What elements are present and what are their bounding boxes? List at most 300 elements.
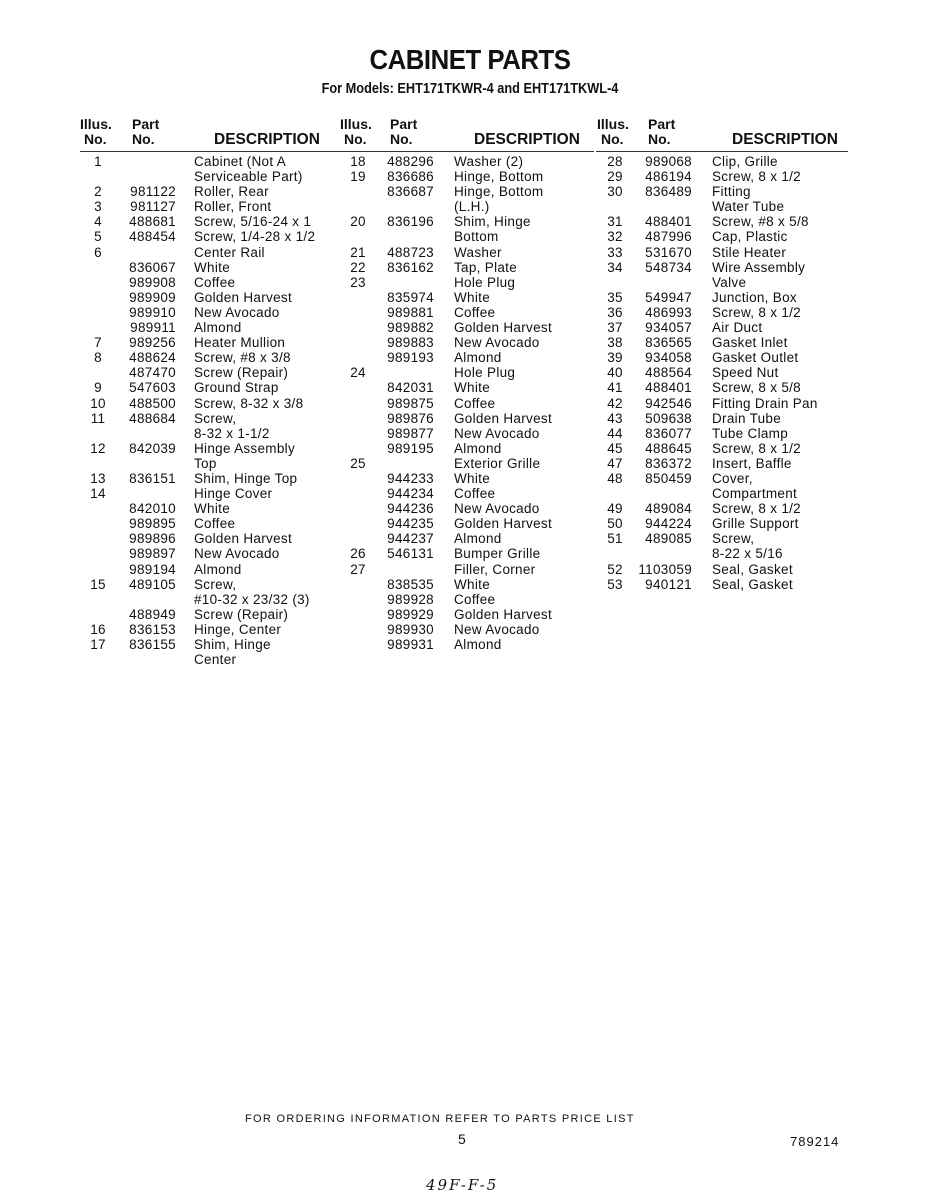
table-row: [596, 169, 848, 184]
part-number: 488564: [645, 365, 692, 381]
part-number: 989896: [129, 531, 176, 547]
table-row: [338, 154, 594, 169]
part-number: 989194: [129, 561, 176, 577]
part-number: 488401: [645, 214, 692, 230]
part-number: 989883: [387, 335, 434, 351]
part-number: 836153: [129, 621, 176, 637]
table-row: [596, 456, 848, 471]
illus-number: 34: [607, 259, 623, 275]
part-description: Water Tube: [712, 199, 785, 215]
illus-number: 23: [350, 274, 366, 290]
table-row: [80, 546, 344, 561]
illus-number: 21: [350, 244, 366, 260]
part-number: 836687: [387, 184, 434, 200]
part-description: Junction, Box: [712, 289, 797, 305]
part-description: Clip, Grille: [712, 154, 778, 169]
part-description: White: [194, 501, 231, 517]
part-number: 488401: [645, 380, 692, 396]
part-description: Almond: [194, 320, 242, 336]
part-description: Exterior Grille: [454, 455, 541, 471]
part-description: New Avocado: [454, 425, 540, 441]
part-number: 836067: [129, 259, 176, 275]
table-row: [596, 426, 848, 441]
part-number: 940121: [645, 576, 692, 592]
part-description: New Avocado: [454, 621, 540, 637]
part-number: 989911: [130, 320, 176, 336]
table-row: [80, 531, 344, 546]
illus-number: 24: [350, 365, 366, 381]
part-number: 531670: [645, 244, 692, 260]
part-description: Coffee: [454, 304, 496, 320]
table-row: [80, 396, 344, 411]
part-number: 1103059: [638, 561, 692, 577]
part-number: 836151: [129, 470, 176, 486]
table-row: [596, 396, 848, 411]
illus-number: 42: [607, 395, 623, 411]
illus-number: 1: [94, 154, 102, 169]
part-number: 989877: [387, 425, 434, 441]
illus-number: 50: [607, 516, 623, 532]
description-header: DESCRIPTION: [474, 131, 580, 148]
part-number: 944234: [387, 486, 434, 502]
part-description: New Avocado: [194, 304, 280, 320]
illus-number: 52: [607, 561, 623, 577]
part-description: Center Rail: [194, 244, 265, 260]
part-number: 488645: [645, 440, 692, 456]
part-number: 836686: [387, 169, 434, 185]
part-number: 944233: [387, 470, 434, 486]
part-description: 8-32 x 1-1/2: [194, 425, 270, 441]
table-row: [80, 486, 344, 501]
part-description: Tube Clamp: [712, 425, 789, 441]
table-row: [338, 350, 594, 365]
part-description: Hole Plug: [454, 365, 516, 381]
table-row: [596, 305, 848, 320]
part-description: Coffee: [194, 274, 236, 290]
table-row: [80, 365, 344, 380]
table-row: [80, 169, 344, 184]
illus-number: 45: [607, 440, 623, 456]
handwritten-note: 49F-F-5: [426, 1176, 499, 1194]
illus-number: 14: [90, 486, 106, 502]
table-row: [80, 154, 344, 169]
illus-no-header: No.: [84, 131, 107, 147]
table-row: [80, 305, 344, 320]
illus-number: 31: [607, 214, 623, 230]
illus-number: 32: [607, 229, 623, 245]
part-number: 509638: [645, 410, 692, 426]
illus-number: 4: [94, 214, 102, 230]
part-number: 989909: [129, 289, 176, 305]
table-row: [596, 335, 848, 350]
part-number: 842010: [129, 501, 176, 517]
part-description: Fitting: [712, 184, 751, 200]
table-row: [338, 471, 594, 486]
table-row: [80, 290, 344, 305]
part-description: Serviceable Part): [194, 169, 303, 185]
ordering-footer: FOR ORDERING INFORMATION REFER TO PARTS PRICE LIST: [245, 1113, 635, 1125]
part-description: Coffee: [454, 395, 496, 411]
part-description: Golden Harvest: [454, 606, 552, 622]
part-number: 989928: [387, 591, 434, 607]
table-row: [596, 290, 848, 305]
illus-number: 16: [90, 621, 106, 637]
illus-number: 9: [94, 380, 102, 396]
part-description: Coffee: [194, 516, 236, 532]
table-row: [596, 184, 848, 199]
table-row: [80, 456, 344, 471]
table-row: [596, 380, 848, 395]
part-number: 489105: [129, 576, 176, 592]
part-header: Part: [390, 116, 418, 132]
part-description: Screw, #8 x 5/8: [712, 214, 809, 230]
models-subtitle: For Models: EHT171TKWR-4 and EHT171TKWL-4: [321, 80, 619, 97]
table-row: [338, 229, 594, 244]
part-description: Screw, 8 x 1/2: [712, 304, 801, 320]
table-row: [80, 607, 344, 622]
table-row: [80, 622, 344, 637]
part-description: Almond: [194, 561, 242, 577]
part-number: 547603: [129, 380, 176, 396]
table-row: [338, 562, 594, 577]
part-description: Top: [194, 455, 217, 471]
illus-header: Illus.: [597, 116, 629, 132]
part-description: Golden Harvest: [454, 410, 552, 426]
part-number: 486993: [645, 304, 692, 320]
table-row: [80, 260, 344, 275]
table-row: [596, 577, 848, 592]
part-description: #10-32 x 23/32 (3): [194, 591, 310, 607]
table-row: [80, 184, 344, 199]
part-number: 989930: [387, 621, 434, 637]
table-row: [596, 411, 848, 426]
part-number: 944224: [645, 516, 692, 532]
illus-header: Illus.: [80, 116, 112, 132]
part-number: 934058: [645, 350, 692, 366]
table-row: [80, 229, 344, 244]
table-row: [338, 456, 594, 471]
part-number: 942546: [645, 395, 692, 411]
part-description: Fitting Drain Pan: [712, 395, 818, 411]
table-row: [596, 199, 848, 214]
part-number: 842039: [129, 440, 176, 456]
table-row: [80, 592, 344, 607]
part-description: Golden Harvest: [454, 516, 552, 532]
part-number: 989908: [129, 274, 176, 290]
table-row: [80, 350, 344, 365]
part-description: Tap, Plate: [454, 259, 518, 275]
table-row: [338, 199, 594, 214]
part-number: 850459: [645, 470, 692, 486]
part-description: Roller, Front: [194, 199, 272, 215]
illus-number: 20: [350, 214, 366, 230]
table-row: [80, 516, 344, 531]
table-row: [596, 214, 848, 229]
part-description: Screw,: [712, 531, 755, 547]
part-number: 944237: [387, 531, 434, 547]
table-row: [338, 184, 594, 199]
table-row: [80, 637, 344, 652]
illus-no-header: No.: [344, 131, 367, 147]
table-row: [338, 637, 594, 652]
table-row: [596, 350, 848, 365]
part-description: Coffee: [454, 486, 496, 502]
part-number: 989068: [645, 154, 692, 169]
table-row: [80, 245, 344, 260]
parts-column-3: [596, 116, 848, 592]
part-description: Stile Heater: [712, 244, 787, 260]
part-description: White: [454, 380, 491, 396]
table-row: [338, 607, 594, 622]
part-number: 487470: [129, 365, 176, 381]
part-description: Screw,: [194, 576, 237, 592]
part-description: White: [454, 470, 491, 486]
part-description: Hinge, Bottom: [454, 169, 544, 185]
part-description: Almond: [454, 350, 502, 366]
table-row: [338, 335, 594, 350]
part-description: Screw,: [194, 410, 237, 426]
part-description: Shim, Hinge: [194, 637, 271, 652]
illus-number: 15: [90, 576, 106, 592]
table-row: [80, 335, 344, 350]
illus-number: 38: [607, 335, 623, 351]
table-row: [80, 380, 344, 395]
table-row: [596, 546, 848, 561]
table-row: [80, 411, 344, 426]
part-number: 835974: [387, 289, 434, 305]
column-header: [596, 116, 848, 152]
table-row: [596, 531, 848, 546]
page-number: 5: [458, 1131, 466, 1147]
illus-number: 39: [607, 350, 623, 366]
table-row: [596, 245, 848, 260]
part-description: Washer (2): [454, 154, 524, 169]
table-row: [596, 275, 848, 290]
table-row: [338, 592, 594, 607]
table-row: [338, 290, 594, 305]
illus-number: 35: [607, 289, 623, 305]
part-description: Filler, Corner: [454, 561, 536, 577]
table-row: [338, 516, 594, 531]
table-row: [80, 320, 344, 335]
table-row: [80, 501, 344, 516]
parts-column-1: [80, 116, 344, 667]
table-row: [596, 441, 848, 456]
part-description: Speed Nut: [712, 365, 779, 381]
table-row: [80, 214, 344, 229]
illus-number: 43: [607, 410, 623, 426]
part-description: (L.H.): [454, 199, 490, 215]
part-number: 989882: [387, 320, 434, 336]
table-row: [596, 516, 848, 531]
illus-number: 44: [607, 425, 623, 441]
table-row: [80, 577, 344, 592]
part-description: Ground Strap: [194, 380, 279, 396]
table-row: [80, 471, 344, 486]
illus-number: 2: [94, 184, 102, 200]
illus-number: 5: [94, 229, 102, 245]
part-number: 488681: [129, 214, 176, 230]
part-description: Cabinet (Not A: [194, 154, 286, 169]
part-description: Almond: [454, 531, 502, 547]
part-description: Grille Support: [712, 516, 799, 532]
table-row: [338, 396, 594, 411]
illus-number: 19: [350, 169, 366, 185]
part-number: 989193: [387, 350, 434, 366]
part-description: Bottom: [454, 229, 499, 245]
part-number: 842031: [387, 380, 434, 396]
part-description: New Avocado: [454, 335, 540, 351]
part-description: Drain Tube: [712, 410, 782, 426]
part-description: Golden Harvest: [194, 531, 292, 547]
illus-number: 3: [94, 199, 102, 215]
part-description: Screw, 8-32 x 3/8: [194, 395, 304, 411]
column-header: [338, 116, 594, 152]
illus-number: 13: [90, 470, 106, 486]
part-description: Screw, 8 x 5/8: [712, 380, 801, 396]
table-row: [80, 199, 344, 214]
part-description: Seal, Gasket: [712, 576, 793, 592]
part-description: Hinge Assembly: [194, 440, 295, 456]
illus-number: 30: [607, 184, 623, 200]
part-description: Hinge, Center: [194, 621, 282, 637]
part-number: 488624: [129, 350, 176, 366]
illus-number: 10: [90, 395, 106, 411]
part-number: 488454: [129, 229, 176, 245]
part-number: 836077: [645, 425, 692, 441]
part-number: 989897: [129, 546, 176, 562]
illus-number: 49: [607, 501, 623, 517]
part-number: 989895: [129, 516, 176, 532]
part-number: 989881: [387, 304, 434, 320]
illus-number: 40: [607, 365, 623, 381]
table-row: [338, 622, 594, 637]
part-number: 489085: [645, 531, 692, 547]
part-description: Insert, Baffle: [712, 455, 792, 471]
part-description: Screw, #8 x 3/8: [194, 350, 291, 366]
part-description: Coffee: [454, 591, 496, 607]
part-description: Wire Assembly: [712, 259, 806, 275]
description-header: DESCRIPTION: [214, 131, 320, 148]
part-description: Hinge Cover: [194, 486, 273, 502]
table-row: [338, 214, 594, 229]
part-number: 981127: [130, 199, 176, 215]
part-description: White: [194, 259, 231, 275]
part-description: White: [454, 289, 491, 305]
illus-number: 37: [607, 320, 623, 336]
part-description: Screw, 8 x 1/2: [712, 169, 801, 185]
part-number: 487996: [645, 229, 692, 245]
table-row: [338, 577, 594, 592]
table-row: [338, 365, 594, 380]
illus-header: Illus.: [340, 116, 372, 132]
part-number: 488296: [387, 154, 434, 169]
part-description: Almond: [454, 637, 502, 652]
illus-number: 36: [607, 304, 623, 320]
illus-number: 6: [94, 244, 102, 260]
table-row: [338, 169, 594, 184]
part-description: 8-22 x 5/16: [712, 546, 783, 562]
table-row: [338, 245, 594, 260]
part-description: Center: [194, 652, 237, 668]
part-number: 838535: [387, 576, 434, 592]
illus-number: 25: [350, 455, 366, 471]
table-row: [338, 486, 594, 501]
illus-number: 8: [94, 350, 102, 366]
illus-number: 51: [607, 531, 623, 547]
part-number: 488949: [129, 606, 176, 622]
part-description: Screw, 1/4-28 x 1/2: [194, 229, 316, 245]
table-row: [596, 471, 848, 486]
part-number: 486194: [645, 169, 692, 185]
part-description: Shim, Hinge: [454, 214, 531, 230]
illus-number: 28: [607, 154, 623, 169]
part-description: Shim, Hinge Top: [194, 470, 298, 486]
part-number: 989876: [387, 410, 434, 426]
page-title: CABINET PARTS: [369, 44, 571, 75]
part-number: 981122: [130, 184, 176, 200]
part-description: Washer: [454, 244, 502, 260]
part-number: 934057: [645, 320, 692, 336]
table-row: [338, 380, 594, 395]
parts-column-2: [338, 116, 594, 652]
part-number: 836162: [387, 259, 434, 275]
part-description: Valve: [712, 274, 747, 290]
table-row: [338, 320, 594, 335]
illus-number: 7: [94, 335, 102, 351]
part-description: Air Duct: [712, 320, 763, 336]
part-description: White: [454, 576, 491, 592]
table-row: [338, 411, 594, 426]
part-description: Heater Mullion: [194, 335, 286, 351]
part-number: 489084: [645, 501, 692, 517]
column-header: [80, 116, 344, 152]
illus-number: 29: [607, 169, 623, 185]
part-description: Bumper Grille: [454, 546, 541, 562]
table-row: [338, 426, 594, 441]
illus-number: 18: [350, 154, 366, 169]
illus-number: 53: [607, 576, 623, 592]
table-row: [338, 260, 594, 275]
table-row: [338, 275, 594, 290]
table-row: [596, 365, 848, 380]
table-row: [80, 426, 344, 441]
part-description: Golden Harvest: [454, 320, 552, 336]
part-description: Screw, 8 x 1/2: [712, 501, 801, 517]
illus-number: 27: [350, 561, 366, 577]
part-number: 836196: [387, 214, 434, 230]
illus-number: 12: [90, 440, 106, 456]
part-number: 989929: [387, 606, 434, 622]
illus-number: 48: [607, 470, 623, 486]
illus-number: 22: [350, 259, 366, 275]
part-description: Screw (Repair): [194, 365, 289, 381]
part-description: Almond: [454, 440, 502, 456]
part-description: Cap, Plastic: [712, 229, 788, 245]
part-description: Screw, 8 x 1/2: [712, 440, 801, 456]
illus-number: 41: [607, 380, 623, 396]
table-row: [596, 320, 848, 335]
part-number: 546131: [387, 546, 434, 562]
table-row: [338, 501, 594, 516]
table-row: [596, 229, 848, 244]
table-row: [338, 546, 594, 561]
part-no-header: No.: [132, 131, 155, 147]
part-number: 944236: [387, 501, 434, 517]
illus-number: 17: [90, 637, 106, 652]
part-number: 989910: [129, 304, 176, 320]
table-row: [80, 275, 344, 290]
